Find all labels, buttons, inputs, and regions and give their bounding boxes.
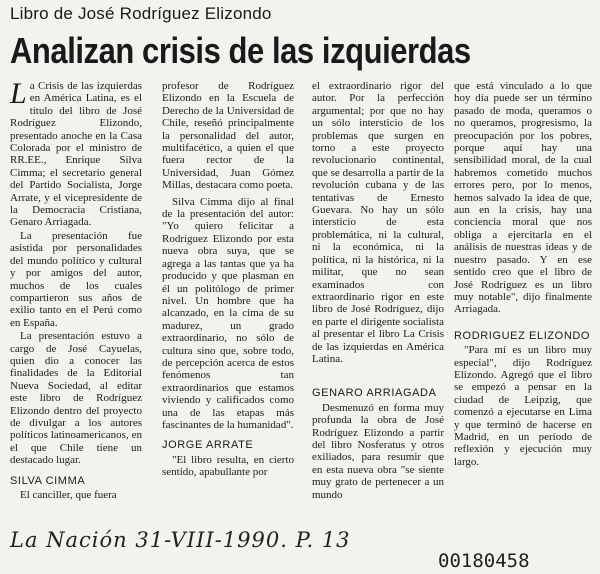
paragraph: La presentación estuvo a cargo de José Cayuelas, quien dio a conocer las finalidades de la Editorial Nueva Sociedad, al editar este libro de Rodríguez Elizondo dentro del proyecto de divulgar a los autores políticos latinoamericanos, en el que Chile tiene un destacado lugar.	[10, 330, 142, 467]
paragraph: El canciller, que fuera	[20, 489, 117, 501]
column-1	[10, 77, 142, 502]
drop-cap: L	[10, 77, 27, 110]
paragraph: profesor de Rodríguez Elizondo en la Escuela de Derecho de la Universidad de Chile, reseñó principalmente la personalidad del autor, multifacético, a quien el que fuera rector de la Universidad, Juan Gómez Millas, destacara como poeta.	[162, 80, 294, 192]
paragraph: Desmenuzó en forma muy profunda la obra de José Rodríguez Elizondo a partir del libro Nosferatus y otros exiliados, para resumir que en esta nueva obra "se siente muy grato de pertenecer a un mundo	[312, 401, 444, 501]
handwritten-source-note: La Nación 31-VIII-1990. P. 13	[10, 528, 351, 552]
paragraph: el extraordinario rigor del autor. Por la perfección argumental; por que no hay un sólo intersticio de los problemas que surgen en torno a este proyecto revolucionario continental, que se desarrolla a partir de la revolución cubana y de las tentativas de Ernesto Guevara. No hay un sólo intersticio de esta problemática, ni la cultural, ni la económica, ni la política, ni la histórica, ni la militar, que no sean examinados con extraordinario rigor en este libro de José Rodríguez, dijo en parte el dirigente socialista al presentar el libro La Crisis de las izquierdas en América Latina.	[312, 80, 444, 365]
paragraph: que está vinculado a lo que hoy día puede ser un término pasado de moda, queramos o no queramos, progresismo, la preocupación por los pobres, porque aquí hay una sensibilidad moral, de la cual habremos cometido muchos errores pero, por lo menos, hemos salvado la idea de que, aun en la crisis, hay una conciencia moral que nos obliga a ejercitarla en el análisis de nuestras ideas y de nuestro pasado. Y en ese sentido creo que el libro de José Rodríguez es un libro muy notable", dijo finalmente Arriagada.	[454, 80, 592, 316]
subheading-jorge-arrate: JORGE ARRATE	[162, 439, 254, 452]
subheading-rodriguez-elizondo: RODRIGUEZ ELIZONDO	[454, 329, 591, 342]
subheading-genaro-arriagada: GENARO ARRIAGADA	[312, 387, 437, 400]
paragraph: Silva Cimma dijo al final de la presentación del autor: "Yo quiero felicitar a Rodríguez Elizondo por esta nueva obra suya, que se agrega a las tantas que ya ha producido y que plasman en él un politólogo de primer nivel. Un hombre que ha alcanzado, en la cima de su madurez, un grado extraordinario, no sólo de cultura sino que, sobre todo, de percepción acerca de estos fenómenos tan extraordinarios que estamos viviendo y calificados como una de las etapas más fascinantes de la humanidad".	[162, 195, 294, 431]
headline: Analizan crisis de las izquierdas	[10, 30, 471, 71]
subheading-silva-cimma: SILVA CIMMA	[10, 474, 86, 487]
archive-number-stamp: 00180458	[438, 550, 530, 572]
paragraph: La presentación fue asistida por personalidades del mundo político y cultural y por amigos del autor, muchos de los cuales compartieron sus años de exilio tanto en el Perú como en España.	[10, 229, 142, 329]
kicker: Libro de José Rodríguez Elizondo	[10, 4, 272, 23]
column-2	[162, 80, 294, 480]
column-4	[454, 80, 592, 469]
paragraph: "Para mí es un libro muy especial", dijo Rodríguez Elizondo. Agregó que el libro se empezó a pensar en la ciudad de Leipzig, que comenzó a ejecutarse en Lima y que terminó de hacerse en Madrid, en un período de reflexión y ejecución muy largo.	[454, 344, 592, 468]
column-3	[312, 80, 444, 502]
paragraph: "El libro resulta, en cierto sentido, apabullante por	[162, 453, 294, 479]
lead-paragraph	[10, 77, 142, 229]
lead-text: a Crisis de las izquierdas en América Latina, es el título del libro de José Rodríguez Elizondo, presentado anoche en la Casa Colorada por el ministro de RR.EE., Enrique Silva Cimma; el secretario general del Partido Socialista, Jorge Arrate, y el vicepresidente de la Democracia Cristiana, Genaro Arriagada.	[10, 80, 142, 229]
